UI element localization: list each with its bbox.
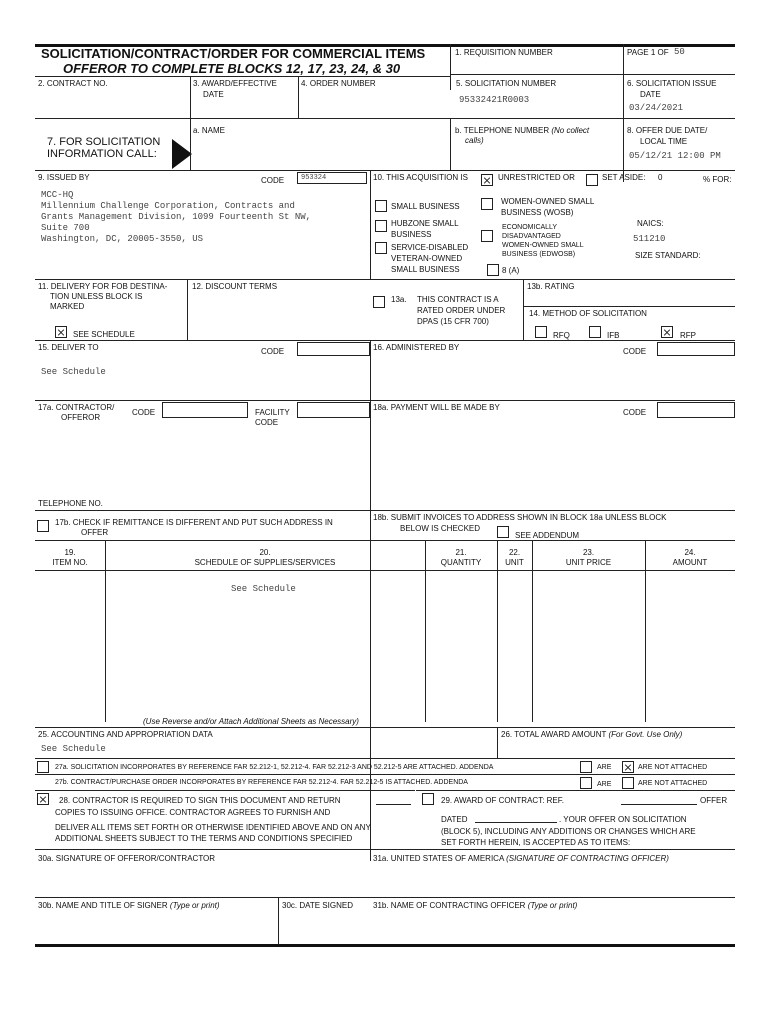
27a-are-checkbox[interactable] — [580, 761, 592, 773]
offer-due-label: 8. OFFER DUE DATE/ — [627, 126, 708, 135]
wosb-checkbox[interactable] — [481, 198, 493, 210]
discount-terms-label: 12. DISCOUNT TERMS — [192, 282, 278, 291]
27a-text: 27a. SOLICITATION INCORPORATES BY REFERENCE FAR 52.212-1, 52.212-4. FAR 52.212-3 AND 52.212-5 ARE ATTACHED. ADDENDA — [55, 764, 494, 771]
rated-order-label: 13a. — [391, 295, 407, 304]
administered-by-code-field[interactable] — [657, 342, 735, 356]
contractor-code-field[interactable] — [162, 402, 248, 418]
solicitation-number[interactable]: 95332421R0003 — [459, 95, 530, 105]
method-label: 14. METHOD OF SOLICITATION — [529, 309, 647, 318]
deliver-to-label: 15. DELIVER TO — [38, 343, 99, 352]
date-signed-label: 30c. DATE SIGNED — [282, 901, 353, 910]
offer-due-date[interactable]: 05/12/21 12:00 PM — [629, 151, 721, 161]
delivery-fob-label: 11. DELIVERY FOR FOB DESTINA- — [38, 282, 168, 291]
info-call-label: 7. FOR SOLICITATION — [47, 136, 161, 148]
set-aside-value[interactable]: 0 — [658, 173, 663, 182]
ifb-checkbox[interactable] — [589, 326, 601, 338]
27b-text: 27b. CONTRACT/PURCHASE ORDER INCORPORATES BY REFERENCE FAR 52.212-4. FAR 52.212-5 IS ATTACHED. ADDENDA — [55, 779, 468, 786]
28-checkbox[interactable] — [37, 793, 49, 805]
naics-label: NAICS: — [637, 219, 664, 228]
remittance-label: 17b. CHECK IF REMITTANCE IS DIFFERENT AND PUT SUCH ADDRESS IN — [55, 518, 333, 527]
requisition-number-label: 1. REQUISITION NUMBER — [455, 48, 553, 57]
accounting-value: See Schedule — [41, 744, 106, 754]
telephone-label: b. TELEPHONE NUMBER (No collect — [455, 126, 590, 135]
29-checkbox[interactable] — [422, 793, 434, 805]
deliver-to-value: See Schedule — [41, 367, 106, 377]
payment-code-field[interactable] — [657, 402, 735, 418]
signature-officer-label: 31a. UNITED STATES OF AMERICA (SIGNATURE OF CONTRACTING OFFICER) — [373, 854, 669, 863]
col-unit: 22. — [508, 548, 521, 557]
27b-not-attached-checkbox[interactable] — [622, 777, 634, 789]
signer-name-label: 30b. NAME AND TITLE OF SIGNER (Type or print) — [38, 901, 220, 910]
issued-by-label: 9. ISSUED BY — [38, 173, 90, 182]
sf1449-form: SOLICITATION/CONTRACT/ORDER FOR COMMERCIAL ITEMS OFFEROR TO COMPLETE BLOCKS 12, 17, 23, 24, & 30 1. REQUISITION NUMBER PAGE 1 OF 50 2. CONTRACT NO. 3. AWARD/EFFECTIVE DATE 4. ORDER NUMBER 5. SOLICITATION NUMBER 95332421R0003 6. SOLICITATION ISSUE DATE 03/24/2021 7. FOR SOLICITATION INFORMATION CALL: a. NAME b. TELEPHONE NUMBER (No collect calls) 8. OFFER DUE DATE/ LOCAL TIME 05/12/21 12:00 PM 9. ISSUED BY CODE 953324 MCC-HQ Millennium Challenge Corporation, Contracts and Grants Management Division, 1099 Fourteenth St NW, Suite 700 Washington, DC, 20005-3550, US 10. THIS ACQUISITION IS UNRESTRICTED OR SET ASIDE: 0 % FOR: SMALL BUSINESS WOMEN-OWNED SMALL BUSINESS (WOSB) HUBZONE SMALL BUSINESS ECONOMICALLY DISADVANTAGED WOMEN-OWNED SMALL BUSINESS (EDWOSB) SERVICE-DISABLED VETERAN-OWNED SMALL BUSINESS 8 (A) NAICS: 511210 SIZE STANDARD: 11. DELIVERY FOR FOB DESTINA- TION UNLESS BLOCK IS MARKED SEE SCHEDULE 12. DISCOUNT TERMS 13a. THIS CONTRACT IS A RATED ORDER UNDER DPAS (15 CFR 700) 13b. RATING 14. METHOD OF SOLICITATION RFQ IFB RFP 15. DELIVER TO CODE See Schedule 16. ADMINISTERED BY CODE 17a. CONTRACTOR/ OFFEROR CODE FACILITY CODE 18a. PAYMENT WILL BE MADE BY CODE TELEPHONE NO. 17b. CHECK IF REMITTANCE IS DIFFERENT AND PUT SUCH ADDRESS IN OFFER 18b. SUBMIT INVOICES TO ADDRESS SHOWN IN BLOCK 18a UNLESS BLOCK BELOW IS CHECKED SEE ADDENDUM 19. ITEM NO. 20. SCHEDULE OF SUPPLIES/SERVICES 21. QUANTITY 22. UNIT 23. UNIT PRICE 24. AMOUNT See Schedule (Use Reverse and/or Attach Additional Sheets as Necessary) 25. ACCOUNTING AND APPROPRIATION DATA See Schedule 26. TOTAL AWARD AMOUNT (For Govt. Use Only) 27a. SOLICITATION INCORPORATES BY REFERENCE FAR 52.212-1, 52.212-4. FAR 52.212-3 AND 52.212-5 ARE ATTACHED. ADDENDA ARE ARE NOT ATTACHED 27b. CONTRACT/PURCHASE ORDER INCORPORATES BY REFERENCE FAR 52.212-4. FAR 52.212-5 IS ATTACHED. ADDENDA ARE ARE NOT ATTACHED 28. CONTRACTOR IS REQUIRED TO SIGN THIS DOCUMENT AND RETURN COPIES TO ISSUING OFFICE. CONTRACTOR AGREES TO FURNISH AND DELIVER ALL ITEMS SET FORTH OR OTHERWISE IDENTIFIED ABOVE AND ON ANY ADDITIONAL SHEETS SUBJECT TO THE TERMS AND CONDITIONS SPECIFIED 29. AWARD OF CONTRACT: REF. OFFER DATED . YOUR OFFER ON SOLICITATION (BLOCK 5), INCLUDING ANY ADDITIONS OR CHANGES WHICH ARE SET FORTH HEREIN, IS ACCEPTED AS TO ITEMS: 30a. SIGNATURE OF OFFEROR/CONTRACTOR 31a. UNITED STATES OF AMERICA (SIGNATURE OF CONTRACTING OFFICER) 30b. NAME AND TITLE OF SIGNER (Type or print) 30c. DATE SIGNED 31b. NAME OF CONTRACTING OFFICER (Type or print) — [35, 44, 735, 948]
sdvosb-checkbox[interactable] — [375, 242, 387, 254]
bottom-border — [35, 944, 735, 947]
29-text: 29. AWARD OF CONTRACT: REF. — [441, 796, 564, 805]
solicitation-date-label: 6. SOLICITATION ISSUE — [627, 79, 717, 88]
col-quantity: 21. — [455, 548, 467, 557]
telephone-no-label: TELEPHONE NO. — [38, 499, 103, 508]
arrow-right-icon — [172, 139, 192, 169]
page-total[interactable]: 50 — [674, 47, 685, 57]
officer-name-label: 31b. NAME OF CONTRACTING OFFICER (Type or print) — [373, 901, 578, 910]
28-text: 28. CONTRACTOR IS REQUIRED TO SIGN THIS DOCUMENT AND RETURN — [59, 796, 341, 805]
schedule-body: See Schedule — [231, 584, 296, 594]
col-item-no: 19. — [64, 548, 76, 557]
small-business-checkbox[interactable] — [375, 200, 387, 212]
rated-order-checkbox[interactable] — [373, 296, 385, 308]
signature-offeror-label: 30a. SIGNATURE OF OFFEROR/CONTRACTOR — [38, 854, 216, 863]
see-schedule-checkbox[interactable] — [55, 326, 67, 338]
remittance-checkbox[interactable] — [37, 520, 49, 532]
payment-label: 18a. PAYMENT WILL BE MADE BY — [373, 403, 500, 412]
form-subtitle: OFFEROR TO COMPLETE BLOCKS 12, 17, 23, 24, & 30 — [63, 61, 401, 76]
issued-by-address: MCC-HQ — [41, 190, 74, 200]
col-unit-price: 23. — [582, 548, 595, 557]
27a-not-attached-checkbox[interactable] — [622, 761, 634, 773]
solicitation-number-label: 5. SOLICITATION NUMBER — [456, 79, 557, 88]
unrestricted-checkbox[interactable] — [481, 174, 493, 186]
administered-by-label: 16. ADMINISTERED BY — [373, 343, 460, 352]
contract-no-label: 2. CONTRACT NO. — [38, 79, 108, 88]
hubzone-checkbox[interactable] — [375, 220, 387, 232]
col-amount: 24. — [684, 548, 696, 557]
rfp-checkbox[interactable] — [661, 326, 673, 338]
form-title: SOLICITATION/CONTRACT/ORDER FOR COMMERCIAL ITEMS — [41, 46, 426, 61]
submit-invoices-label: 18b. SUBMIT INVOICES TO ADDRESS SHOWN IN BLOCK 18a UNLESS BLOCK — [373, 513, 667, 522]
size-standard-label: SIZE STANDARD: — [635, 251, 701, 260]
27b-are-checkbox[interactable] — [580, 777, 592, 789]
contractor-label: 17a. CONTRACTOR/ — [38, 403, 115, 412]
27a-checkbox[interactable] — [37, 761, 49, 773]
deliver-to-code-field[interactable] — [297, 342, 370, 356]
solicitation-date[interactable]: 03/24/2021 — [629, 103, 684, 113]
reverse-note: (Use Reverse and/or Attach Additional Sheets as Necessary) — [143, 717, 359, 726]
col-schedule: 20. — [259, 548, 271, 557]
name-label: a. NAME — [193, 126, 226, 135]
rating-label: 13b. RATING — [527, 282, 575, 291]
acquisition-label: 10. THIS ACQUISITION IS — [373, 173, 468, 182]
issued-by-code: 953324 — [301, 174, 327, 182]
award-date-label: 3. AWARD/EFFECTIVE — [193, 79, 277, 88]
edwosb-checkbox[interactable] — [481, 230, 493, 242]
accounting-label: 25. ACCOUNTING AND APPROPRIATION DATA — [38, 730, 213, 739]
order-number-label: 4. ORDER NUMBER — [301, 79, 376, 88]
see-addendum-checkbox[interactable] — [497, 526, 509, 538]
set-aside-checkbox[interactable] — [586, 174, 598, 186]
8a-checkbox[interactable] — [487, 264, 499, 276]
facility-code-field[interactable] — [297, 402, 370, 418]
naics-code[interactable]: 511210 — [633, 234, 666, 244]
total-award-label: 26. TOTAL AWARD AMOUNT (For Govt. Use Only) — [501, 730, 683, 739]
page-label: PAGE 1 OF — [627, 48, 669, 57]
rfq-checkbox[interactable] — [535, 326, 547, 338]
